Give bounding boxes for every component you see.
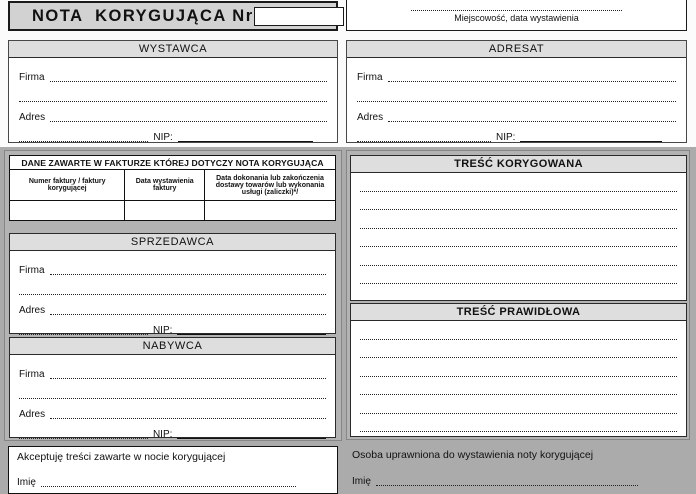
tresc-korygowana-header: TREŚĆ KORYGOWANA [351, 156, 686, 173]
place-date-field[interactable] [411, 10, 621, 11]
invoice-data-table [9, 155, 336, 221]
sprzedawca-header: SPRZEDAWCA [10, 234, 335, 251]
section-wystawca [8, 40, 338, 143]
tresc-prawidlowa-line[interactable] [360, 395, 677, 414]
firma-field[interactable] [50, 378, 326, 379]
imie-field[interactable] [41, 486, 296, 487]
firma-field[interactable] [50, 274, 326, 275]
section-nabywca [9, 337, 336, 438]
section-tresc-prawidlowa [350, 303, 687, 437]
firma-label: Firma [357, 72, 383, 83]
nip-field[interactable] [177, 334, 326, 335]
nip-field[interactable] [177, 438, 326, 439]
adres-label: Adres [19, 305, 46, 316]
note-number-input[interactable] [254, 7, 344, 26]
section-sprzedawca [9, 233, 336, 334]
adresat-header: ADRESAT [347, 41, 686, 58]
firma-field[interactable] [50, 81, 327, 82]
left-panel [4, 150, 342, 441]
invoice-number-cell[interactable] [10, 200, 125, 220]
section-tresc-korygowana [350, 155, 687, 301]
adres-field-2[interactable] [357, 141, 491, 142]
tresc-korygowana-line[interactable] [360, 266, 677, 285]
tresc-korygowana-line[interactable] [360, 229, 677, 248]
nip-field[interactable] [520, 141, 662, 142]
tresc-prawidlowa-line[interactable] [360, 321, 677, 340]
adres-field[interactable] [50, 418, 326, 419]
firma-field-2[interactable] [357, 101, 676, 102]
adres-field[interactable] [388, 121, 676, 122]
adres-field-2[interactable] [19, 438, 148, 439]
place-date-caption: Miejscowość, data wystawienia [454, 13, 579, 23]
tresc-prawidlowa-line[interactable] [360, 377, 677, 396]
tresc-korygowana-line[interactable] [360, 173, 677, 192]
nip-label: NIP: [495, 132, 516, 143]
nabywca-header: NABYWCA [10, 338, 335, 355]
tresc-prawidlowa-line[interactable] [360, 414, 677, 433]
tresc-prawidlowa-header: TREŚĆ PRAWIDŁOWA [351, 304, 686, 321]
acceptance-box [8, 446, 338, 494]
acceptance-text: Akceptuję treści zawarte w nocie korygującej [17, 451, 226, 463]
form-title-bar [8, 1, 338, 31]
col-invoice-number: Numer faktury / faktury korygującej [10, 170, 125, 200]
nip-field[interactable] [178, 141, 313, 142]
adres-field[interactable] [50, 314, 326, 315]
tresc-korygowana-line[interactable] [360, 210, 677, 229]
invoice-table-title: DANE ZAWARTE W FAKTURZE KTÓREJ DOTYCZY NOTA KORYGUJĄCA [10, 156, 335, 170]
issue-date-cell[interactable] [125, 200, 205, 220]
firma-field[interactable] [388, 81, 676, 82]
section-adresat [346, 40, 687, 143]
adres-field-2[interactable] [19, 141, 148, 142]
col-delivery-date: Data dokonania lub zakończenia dostawy towarów lub wykonania usługi (zaliczki)*/ [215, 174, 325, 196]
wystawca-header: WYSTAWCA [9, 41, 337, 58]
nip-label: NIP: [152, 325, 173, 336]
tresc-korygowana-line[interactable] [360, 192, 677, 211]
firma-label: Firma [19, 369, 45, 380]
imie-label: Imię [352, 476, 371, 487]
firma-label: Firma [19, 265, 45, 276]
firma-field-2[interactable] [19, 294, 326, 295]
authorized-person-block [352, 449, 682, 488]
adres-label: Adres [357, 112, 384, 123]
firma-label: Firma [19, 72, 45, 83]
col-issue-date: Data wystawienia faktury [125, 170, 205, 200]
tresc-prawidlowa-line[interactable] [360, 340, 677, 359]
nip-label: NIP: [153, 132, 173, 143]
place-date-box [346, 0, 687, 31]
adres-label: Adres [19, 409, 46, 420]
adres-field-2[interactable] [19, 334, 148, 335]
nip-label: NIP: [152, 429, 173, 440]
adres-field[interactable] [50, 121, 327, 122]
firma-field-2[interactable] [19, 398, 326, 399]
tresc-prawidlowa-line[interactable] [360, 358, 677, 377]
authorized-person-text: Osoba uprawniona do wystawienia noty korygującej [352, 449, 594, 461]
tresc-korygowana-line[interactable] [360, 247, 677, 266]
adres-label: Adres [19, 112, 46, 123]
invoice-table-empty-row [10, 200, 335, 220]
form-title: NOTA KORYGUJĄCA Nr [32, 6, 254, 25]
right-panel [346, 150, 690, 440]
imie-label: Imię [17, 477, 36, 488]
firma-field-2[interactable] [19, 101, 327, 102]
delivery-date-cell[interactable] [205, 200, 335, 220]
